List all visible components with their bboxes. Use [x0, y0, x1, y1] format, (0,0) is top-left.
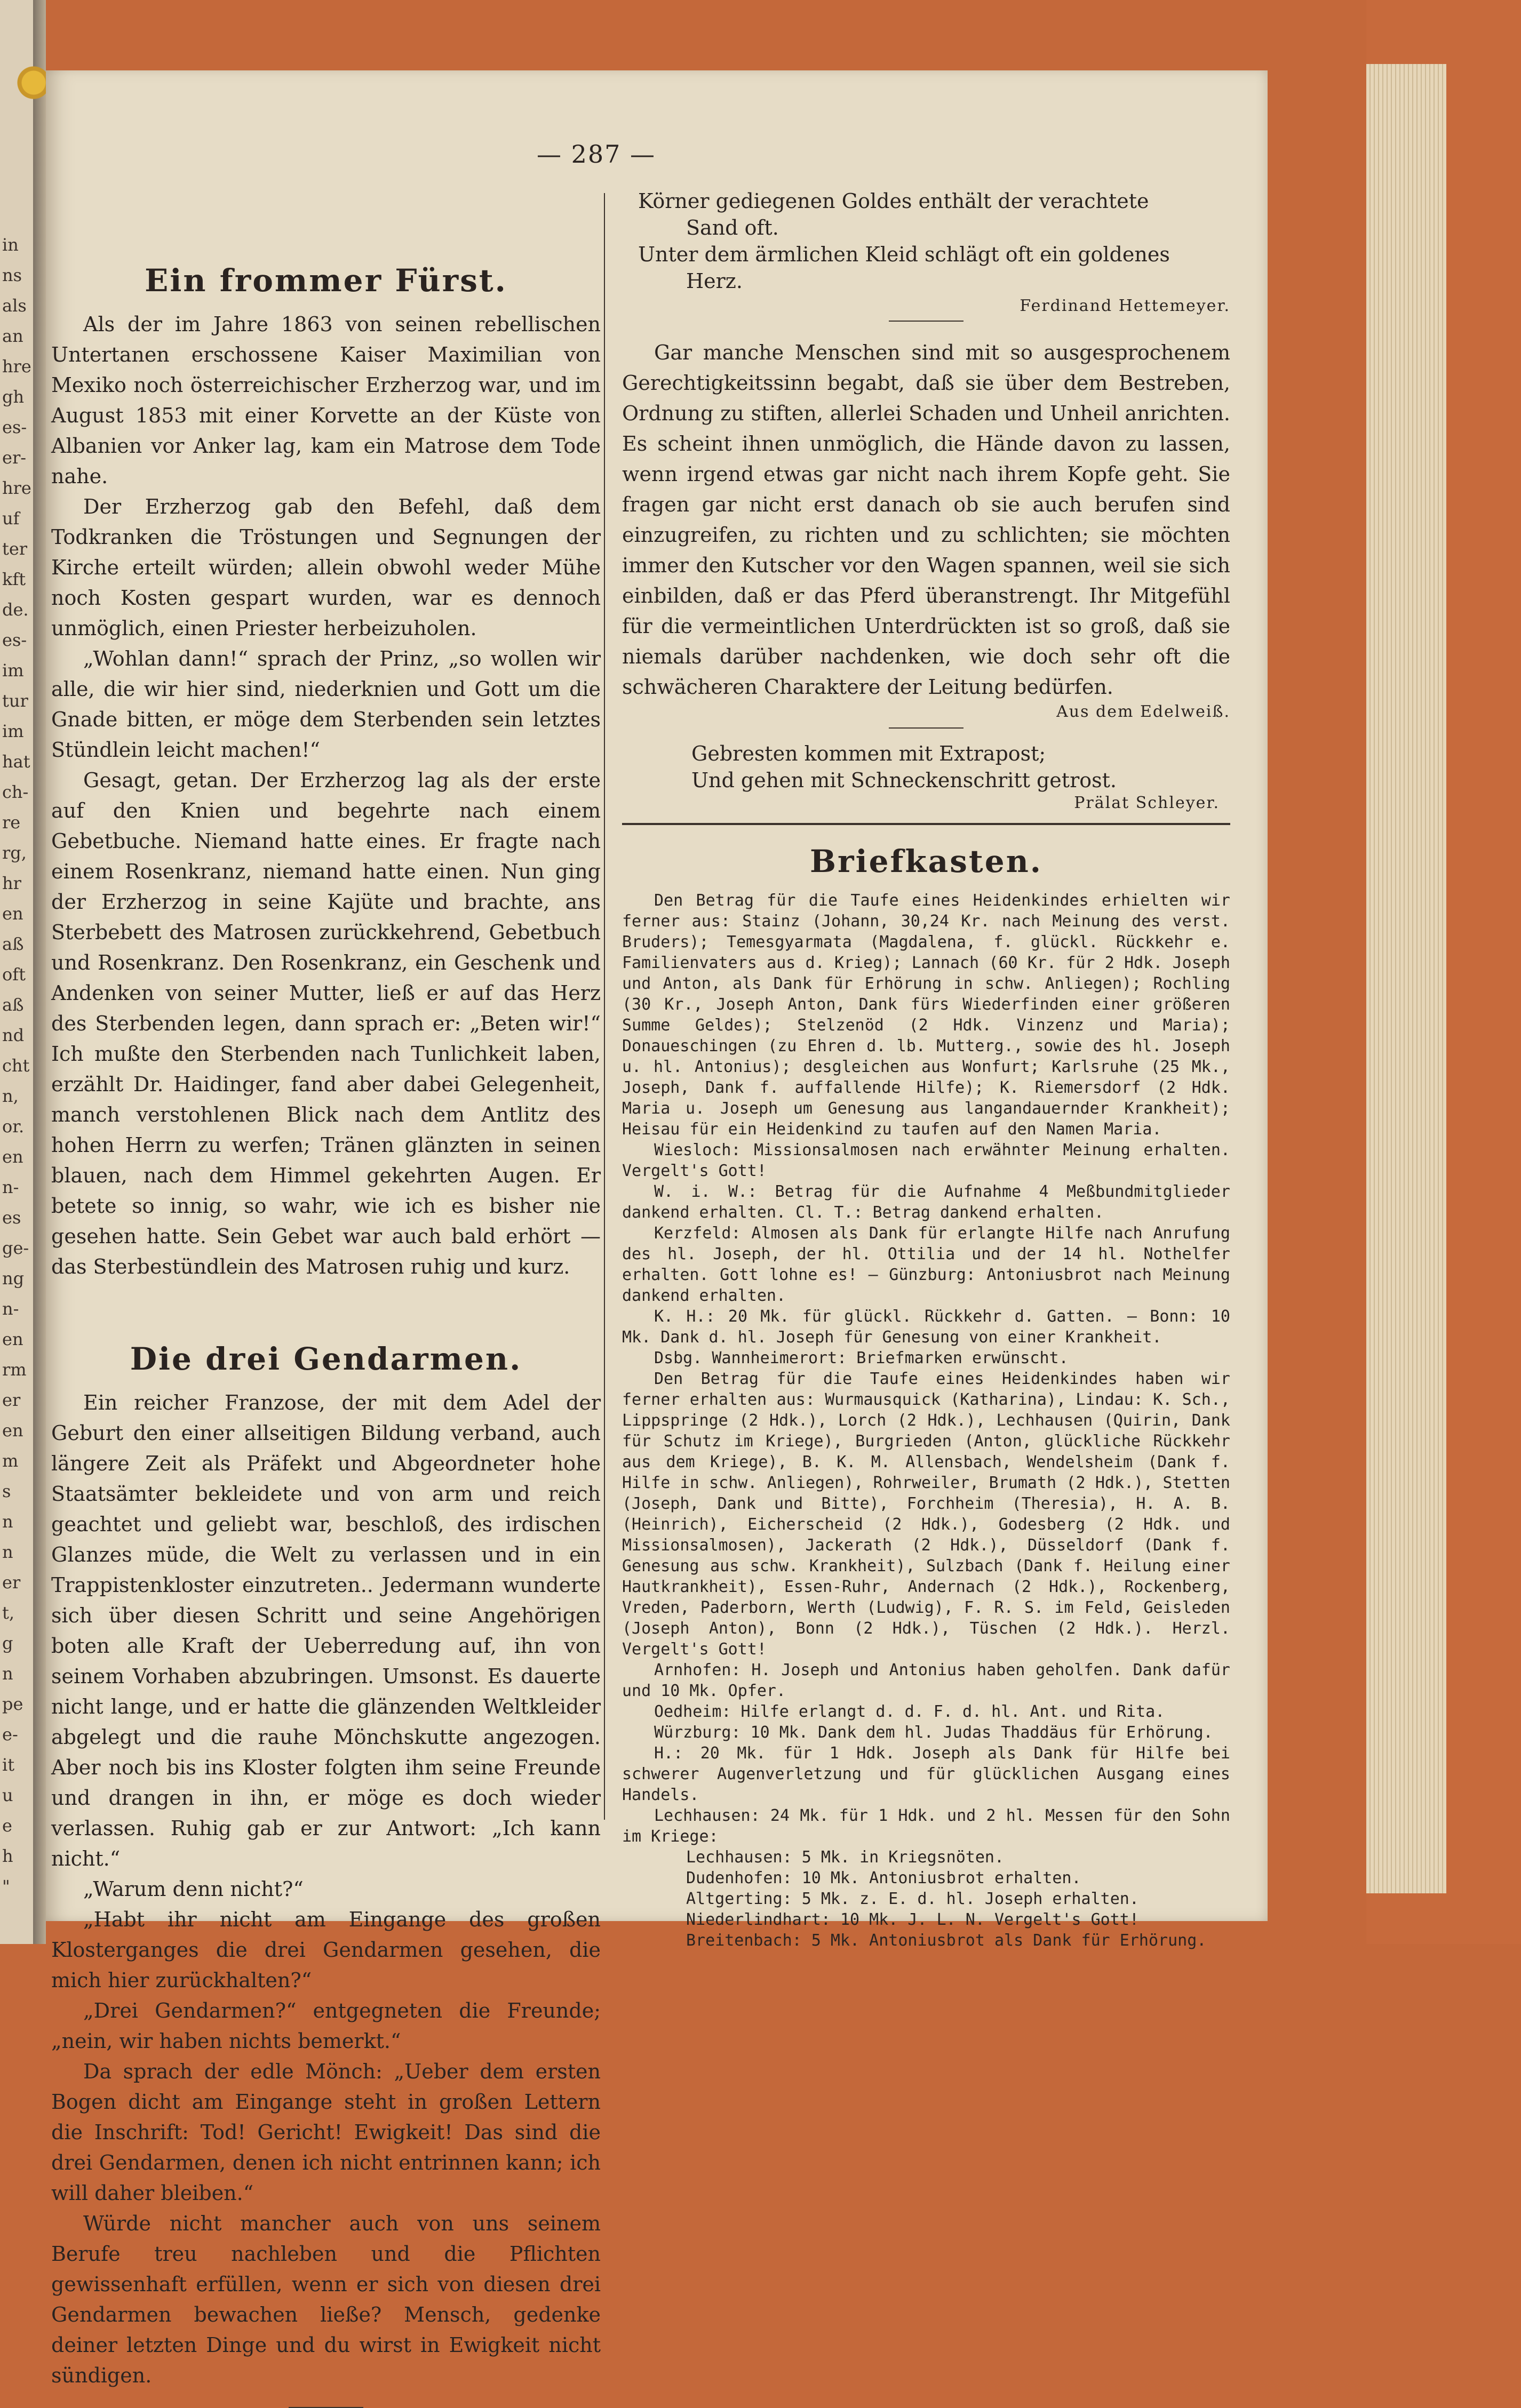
briefkasten-entry: Wiesloch: Missionsalmosen nach erwähnter Meinung erhalten. Vergelt's Gott! — [622, 1141, 1230, 1180]
article-paragraph: Als der im Jahre 1863 von seinen rebellischen Untertanen erschossene Kaiser Maximilian von Mexiko noch österreichischer Erzherzog war, und im August 1853 mit einer Korvette an der Küste von Albanien vor Anker lag, kam ein Matrose dem Tode nahe. — [51, 313, 601, 488]
facing-page-fragment: re — [2, 812, 21, 833]
poem-line: Gebresten kommen mit Extrapost; — [691, 742, 1046, 765]
column-divider — [604, 193, 605, 1820]
article-paragraph: Gesagt, getan. Der Erzherzog lag als der erste auf den Knien und begehrte nach einem Gebetbuche. Niemand hatte eines. Er fragte nach einem Rosenkranz, niemand hatte einen. Nun ging der Erzherzog in seine Kajüte und brachte, ans Sterbebett des Matrosen zurückkehrend, Gebetbuch und Rosenkranz. Den Rosenkranz, ein Geschenk und Andenken von seiner Mutter, ließ er auf das Herz des Sterbenden legen, dann sprach er: „Beten wir!“ Ich mußte den Sterbenden nach Tunlichkeit laben, erzählt Dr. Haidinger, fand aber dabei Gelegenheit, manch verstohlenen Blick nach dem Antlitz des hohen Herrn zu werfen; Tränen glänzten in seinen blauen, nach dem Himmel gekehrten Augen. Er betete so innig, so wahr, wie ich es bisher nie gesehen hatte. Sein Gebet war auch bald erhört — das Sterbestündlein des Matrosen ruhig und kurz. — [51, 769, 601, 1278]
facing-page-fragment: im — [2, 660, 24, 681]
briefkasten-entry: W. i. W.: Betrag für die Aufnahme 4 Meßbundmitglieder dankend erhalten. Cl. T.: Betrag dankend erhalten. — [622, 1182, 1230, 1222]
facing-page-fragment: or. — [2, 1116, 25, 1137]
facing-page-fragment: de. — [2, 599, 29, 620]
section-rule — [622, 823, 1230, 825]
facing-page-fragment: ng — [2, 1268, 25, 1289]
facing-page-fragment: e — [2, 1815, 12, 1836]
right-column — [622, 188, 1230, 1951]
page-stack-edge — [1366, 64, 1446, 1893]
facing-page-fragment: er- — [2, 447, 27, 468]
facing-page-fragment: u — [2, 1785, 13, 1805]
facing-page-fragment: hre — [2, 478, 31, 498]
briefkasten-entry: Lechhausen: 24 Mk. für 1 Hdk. und 2 hl. Messen für den Sohn im Kriege: — [622, 1806, 1230, 1846]
briefkasten-entry: Arnhofen: H. Joseph und Antonius haben geholfen. Dank dafür und 10 Mk. Opfer. — [622, 1661, 1230, 1700]
facing-page-fragment: aß — [2, 934, 24, 954]
facing-page-fragment: es- — [2, 630, 27, 650]
facing-page-fragment: in — [2, 235, 19, 255]
poem-line: Körner gediegenen Goldes enthält der verachtete — [638, 189, 1149, 213]
poem-line: Und gehen mit Schneckenschritt getrost. — [691, 769, 1117, 792]
facing-page-fragment: aß — [2, 995, 24, 1015]
facing-page-fragment: " — [2, 1876, 10, 1897]
facing-page-fragment: uf — [2, 508, 20, 529]
facing-page-fragment: it — [2, 1755, 15, 1775]
facing-page-fragment: hat — [2, 751, 30, 772]
briefkasten-entries — [622, 890, 1230, 1951]
facing-page-fragment: n, — [2, 1086, 19, 1106]
facing-page-fragment: n — [2, 1542, 13, 1562]
facing-page-fragment: er — [2, 1572, 21, 1593]
facing-page-fragment: hre — [2, 356, 31, 377]
facing-page-fragment: pe — [2, 1694, 23, 1714]
facing-page-fragment: e- — [2, 1724, 18, 1745]
facing-page-fragment: nd — [2, 1025, 25, 1045]
briefkasten-entry: Den Betrag für die Taufe eines Heidenkindes erhielten wir ferner aus: Stainz (Johann, 30,24 Kr. nach Meinung des verst. Bruders); Temesgyarmata (Magdalena, f. glückl. Rückkehr e. Familienvaters aus d. Krieg); Lannach (60 Kr. für 2 Hdk. Joseph und Anton, als Dank für Erhörung in schw. Anliegen); Rochling (30 Kr., Joseph Anton, Dank fürs Wiederfinden einer größeren Summe Geldes); Stelzenöd (2 Hdk. Vinzenz und Maria); Donaueschingen (zu Ehren d. lb. Mutterg., sowie des hl. Joseph u. hl. Antonius); desgleichen aus Wonfurt; Karlsruhe (25 Mk., Joseph, Dank f. auffallende Hilfe); K. Riemersdorf (2 Hdk. Maria u. Joseph um Genesung aus langandauernder Krankheit); Heisau für ein Heidenkind zu taufen auf den Namen Maria. — [622, 891, 1230, 1139]
facing-page-fragment: en — [2, 1147, 23, 1167]
poem-line: Sand oft. — [686, 216, 779, 239]
article-title: Die drei Gendarmen. — [130, 1341, 522, 1377]
article-paragraph: Würde nicht mancher auch von uns seinem Berufe treu nachleben und die Pflichten gewissenhaft erfüllen, wenn er sich von diesen drei Gendarmen bewachen ließe? Mensch, gedenke deiner letzten Dinge und du wirst in Ewigkeit nicht sündigen. — [51, 2212, 601, 2387]
poem-line: Herz. — [686, 269, 743, 293]
facing-page-fragment: s — [2, 1481, 11, 1501]
book-gutter — [33, 0, 46, 1944]
briefkasten-entry: Dudenhofen: 10 Mk. Antoniusbrot erhalten. — [686, 1869, 1081, 1887]
poem-author: Ferdinand Hettemeyer. — [1020, 297, 1230, 315]
facing-page-fragment: gh — [2, 387, 25, 407]
briefkasten-entry: Breitenbach: 5 Mk. Antoniusbrot als Dank für Erhörung. — [686, 1931, 1207, 1950]
briefkasten-entry: Oedheim: Hilfe erlangt d. d. F. d. hl. Ant. und Rita. — [654, 1702, 1165, 1721]
left-column — [51, 188, 601, 2408]
facing-page-fragment: rm — [2, 1359, 27, 1380]
briefkasten-entry: Würzburg: 10 Mk. Dank dem hl. Judas Thaddäus für Erhörung. — [654, 1723, 1213, 1742]
article-paragraph: Der Erzherzog gab den Befehl, daß dem Todkranken die Tröstungen und Segnungen der Kirche erteilt würden; allein obwohl weder Mühe noch Kosten gespart wurden, war es dennoch unmöglich, einen Priester herbeizuholen. — [51, 495, 601, 640]
article-title: Ein frommer Fürst. — [145, 262, 507, 299]
facing-page-fragment: oft — [2, 964, 26, 985]
facing-page-fragment: es — [2, 1207, 21, 1228]
poem-line: Unter dem ärmlichen Kleid schlägt oft ein goldenes — [638, 243, 1170, 266]
facing-page-fragment: cht — [2, 1055, 30, 1076]
facing-page-fragment: m — [2, 1451, 19, 1471]
facing-page-fragment: en — [2, 903, 23, 924]
facing-page-fragment: im — [2, 721, 24, 741]
facing-page-fragment: g — [2, 1633, 13, 1653]
facing-page-fragment: en — [2, 1420, 23, 1441]
facing-page-fragment: t, — [2, 1603, 15, 1623]
facing-page-fragment: n — [2, 1511, 13, 1532]
briefkasten-entry: Dsbg. Wannheimerort: Briefmarken erwünscht. — [654, 1349, 1069, 1367]
book-page — [46, 70, 1268, 2387]
facing-page-fragment: en — [2, 1329, 23, 1349]
section-rule — [889, 321, 963, 322]
facing-page-fragment: h — [2, 1846, 13, 1866]
facing-page-fragment: als — [2, 295, 27, 316]
briefkasten-entry: K. H.: 20 Mk. für glückl. Rückkehr d. Gatten. — Bonn: 10 Mk. Dank d. hl. Joseph für Genesung von einer Krankheit. — [622, 1307, 1230, 1347]
briefkasten-title: Briefkasten. — [810, 843, 1042, 879]
briefkasten-entry: Kerzfeld: Almosen als Dank für erlangte Hilfe nach Anrufung des hl. Joseph, der hl. Ottilia und der 14 hl. Nothelfer erhalten. Gott lohne es! — Günzburg: Antoniusbrot nach Meinung dankend erhalten. — [622, 1224, 1230, 1305]
page-number: — 287 — — [537, 140, 656, 169]
article-paragraph: „Drei Gendarmen?“ entgegneten die Freunde; „nein, wir haben nichts bemerkt.“ — [51, 1999, 601, 2053]
article-paragraph: Da sprach der edle Mönch: „Ueber dem ersten Bogen dicht am Eingange steht in großen Lettern die Inschrift: Tod! Gericht! Ewigkeit! Das sind die drei Gendarmen, denen ich nicht entrinnen kann; ich will daher bleiben.“ — [51, 2060, 601, 2205]
facing-page-fragment: es- — [2, 417, 27, 437]
article-paragraph: „Habt ihr nicht am Eingange des großen Klosterganges die drei Gendarmen gesehen, die mich hier zurückhalten?“ — [51, 1908, 601, 1992]
facing-page-fragment: er — [2, 1390, 21, 1410]
briefkasten-entry: Lechhausen: 5 Mk. in Kriegsnöten. — [686, 1848, 1005, 1867]
facing-page-fragment: n- — [2, 1177, 19, 1197]
article-paragraph: Gar manche Menschen sind mit so ausgesprochenem Gerechtigkeitssinn begabt, daß sie über dem Bestreben, Ordnung zu stiften, allerlei Schaden und Unheil anrichten. Es scheint ihnen unmöglich, die Hände davon zu lassen, wenn irgend etwas gar nicht nach ihrem Kopfe geht. Sie fragen gar nicht erst danach ob sie auch berufen sind einzugreifen, zu richten und zu schlichten; sie möchten immer den Kutscher vor den Wagen spannen, weil sie sich einbilden, daß er das Pferd überanstrengt. Ihr Mitgefühl für die vermeintlichen Unterdrückten ist so groß, daß sie niemals darüber nachdenken, wie doch sehr oft die schwächeren Charaktere der Leitung bedürfen. — [622, 341, 1230, 699]
poem — [622, 740, 1230, 794]
article-paragraph: „Wohlan dann!“ sprach der Prinz, „so wollen wir alle, die wir hier sind, niederknien und Gott um die Gnade bitten, er möge dem Sterbenden sein letztes Stündlein leicht machen!“ — [51, 647, 601, 762]
facing-page-fragment: ter — [2, 539, 28, 559]
briefkasten-entry: H.: 20 Mk. für 1 Hdk. Joseph als Dank für Hilfe bei schwerer Augenverletzung und für glücklichen Ausgang eines Handels. — [622, 1744, 1230, 1804]
facing-page-fragment: kft — [2, 569, 26, 589]
poem-author: Prälat Schleyer. — [1074, 794, 1220, 812]
poem — [622, 188, 1230, 294]
facing-page-sliver — [0, 0, 33, 1944]
facing-page-fragment: ge- — [2, 1238, 29, 1258]
facing-page-fragment: hr — [2, 873, 21, 893]
facing-page-fragment: ch- — [2, 782, 29, 802]
briefkasten-entry: Den Betrag für die Taufe eines Heidenkindes haben wir ferner erhalten aus: Wurmausquick (Katharina), Lindau: K. Sch., Lippspringe (2 Hdk.), Lorch (2 Hdk.), Lechhausen (Quirin, Dank für Schutz im Kriege), Burgrieden (Anton, glückliche Rückkehr aus dem Kriege), B. K. M. Allensbach, Wendelsheim (Dank f. Hilfe in schw. Anliegen), Rohrweiler, Brumath (2 Hdk.), Stetten (Joseph, Dank und Bitte), Forchheim (Theresia), H. A. B. (Heinrich), Eicherscheid (2 Hdk.), Godesberg (2 Hdk. und Missionsalmosen), Jackerath (2 Hdk.), Düsseldorf (Dank f. Genesung aus schw. Krankheit), Sulzbach (Dank f. Heilung einer Hautkrankheit), Essen-Ruhr, Andernach (2 Hdk.), Rockenberg, Vreden, Paderborn, Werth (Ludwig), F. R. S. im Feld, Geisleden (Joseph Anton), Bonn (2 Hdk.), Tüschen (2 Hdk.). Herzl. Vergelt's Gott! — [622, 1370, 1230, 1659]
facing-page-fragment: an — [2, 326, 23, 346]
briefkasten-entry: Altgerting: 5 Mk. z. E. d. hl. Joseph erhalten. — [686, 1890, 1139, 1908]
facing-page-fragment: n — [2, 1663, 13, 1684]
facing-page-fragment: rg, — [2, 843, 27, 863]
briefkasten-entry: Niederlindhart: 10 Mk. J. L. N. Vergelt's Gott! — [686, 1910, 1139, 1929]
facing-page-fragment: tur — [2, 691, 28, 711]
article-paragraph: „Warum denn nicht?“ — [83, 1877, 304, 1901]
facing-page-fragment: n- — [2, 1299, 19, 1319]
section-rule — [889, 727, 963, 729]
article-source: Aus dem Edelweiß. — [1056, 702, 1230, 721]
facing-page-fragment: ns — [2, 265, 22, 285]
article-paragraph: Ein reicher Franzose, der mit dem Adel der Geburt den einer allseitigen Bildung verband, auch längere Zeit als Präfekt und Abgeordneter hohe Staatsämter bekleidete und von arm und reich geachtet und geliebt war, beschloß, des irdischen Glanzes müde, die Welt zu verlassen und in ein Trappistenkloster einzutreten.. Jedermann wunderte sich über diesen Schritt und seine Angehörigen boten alle Kraft der Ueberredung auf, ihn von seinem Vorhaben abzubringen. Umsonst. Es dauerte nicht lange, und er hatte die glänzenden Weltkleider abgelegt und die rauhe Mönchskutte angezogen. Aber noch bis ins Kloster folgten ihm seine Freunde und drangen in ihn, er möge es doch wieder verlassen. Ruhig gab er zur Antwort: „Ich kann nicht.“ — [51, 1391, 601, 1870]
